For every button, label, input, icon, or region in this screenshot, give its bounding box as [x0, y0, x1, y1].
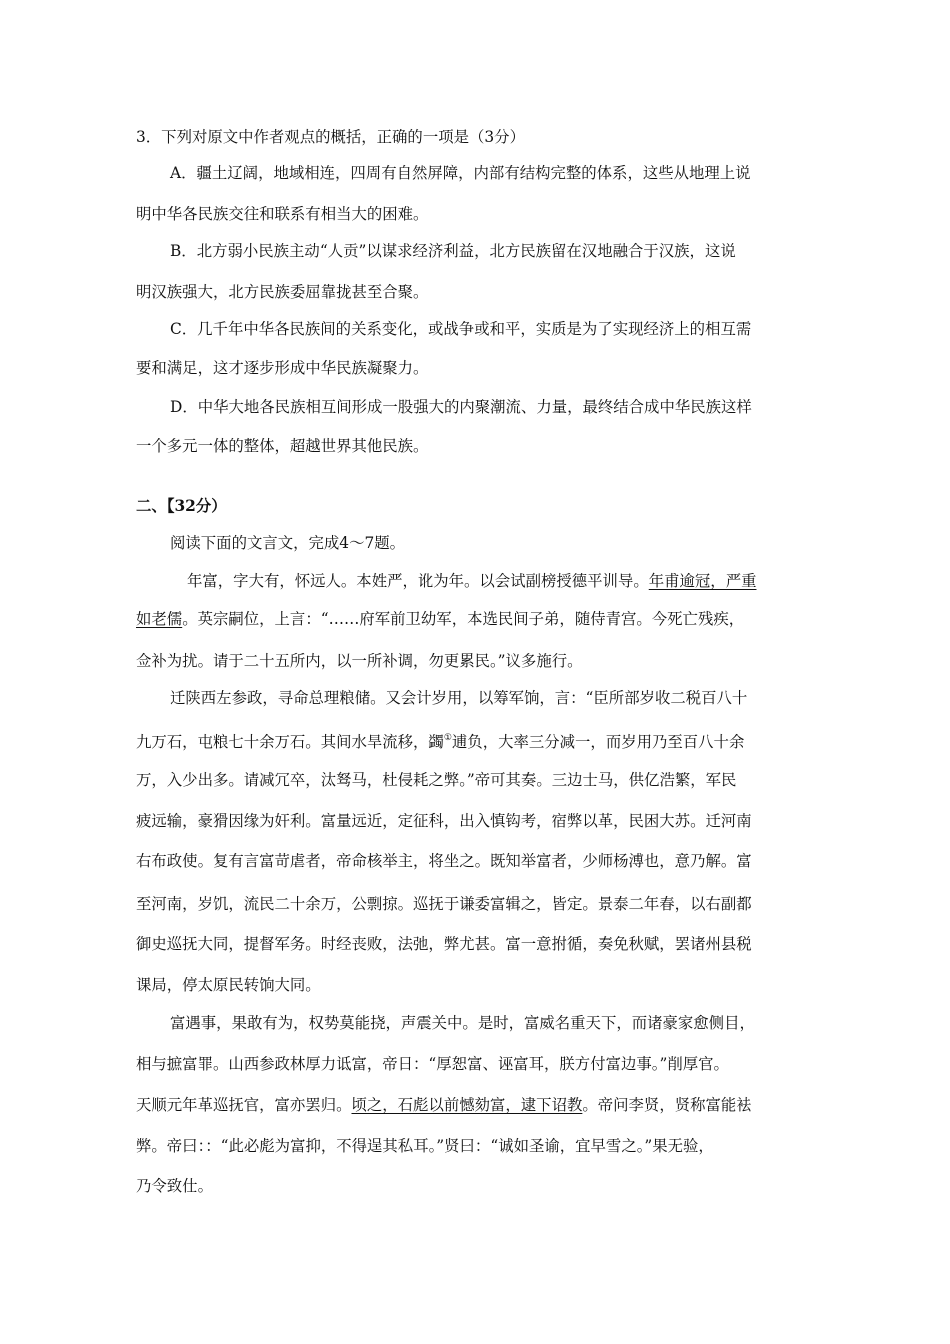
underlined-sentence: 如老儒 [136, 610, 183, 628]
passage-p3-line-3 [136, 1095, 752, 1115]
passage-p3-line-4: 弊。帝曰：：“此必彪为富抑，不得逞其私耳。”贤曰：“诚如圣谕，宜早雪之。”果无验， [136, 1137, 714, 1155]
passage-p2-line-2 [136, 728, 744, 752]
underlined-sentence: 顷之，石彪以前憾劾富，逮下诏教 [351, 1096, 583, 1114]
passage-p2-line-8: 课局，停太原民转饷大同。 [136, 976, 321, 994]
passage-p1-line-1 [187, 571, 756, 591]
passage-p2-line-4: 疲远输，豪猾因缘为奸利。富量远近，定征科，出入慎钩考，宿弊以革，民困大苏。迁河南 [136, 812, 752, 830]
passage-p2-line-5: 右布政使。复有言富苛虐者，帝命核举主，将坐之。既知举富者，少师杨溥也，意乃解。富 [136, 852, 752, 870]
passage-text: 。英宗嗣位，上言：“……府军前卫幼军，本选民间子弟，随侍青宫。今死亡残疾， [182, 610, 745, 628]
passage-p2-line-3: 万，入少出多。请减冗卒，汰驽马，杜侵耗之弊。”帝可其奏。三边士马，供亿浩繁，军民 [136, 771, 737, 789]
option-c-line-2: 要和满足，这才逐步形成中华民族凝聚力。 [136, 359, 429, 377]
passage-p3-line-1: 富遇事，果敢有为，权势莫能挠，声震关中。是时，富威名重天下，而诸豪家愈侧目， [170, 1014, 755, 1032]
option-a-line-1: A．疆土辽阔，地域相连，四周有自然屏障，内部有结构完整的体系，这些从地理上说 [170, 164, 751, 182]
question-3-stem: 3．下列对原文中作者观点的概括，正确的一项是（3分） [136, 128, 525, 146]
option-d-line-2: 一个多元一体的整体，超越世界其他民族。 [136, 437, 429, 455]
passage-p3-line-2: 相与摭富罪。山西参政林厚力诋富，帝日：“厚恕富、诬富耳，朕方付富边事。”削厚官。 [136, 1055, 729, 1073]
passage-p3-line-5: 乃令致仕。 [136, 1177, 213, 1195]
passage-p2-line-1: 迁陕西左参政，寻命总理粮储。又会计岁用，以筹军饷，言：“臣所部岁收二税百八十 [170, 689, 748, 707]
passage-p2-line-6: 至河南，岁饥，流民二十余万，公剽掠。巡抚于谦委富辑之，皆定。景泰二年春，以右副都 [136, 895, 752, 913]
section-2-heading: 二、【32分） [136, 497, 227, 515]
passage-p2-line-7: 御史巡抚大同，提督军务。时经丧败，法弛，弊尤甚。富一意拊循，奏免秋赋，罢诸州县税 [136, 935, 752, 953]
passage-text: 逋负，大率三分减一，而岁用乃至百八十余 [451, 733, 745, 751]
passage-p1-line-2 [136, 609, 744, 629]
passage-text: 年富，字大有，怀远人。本姓严，讹为年。以会试副榜授德平训导。 [187, 572, 649, 590]
option-b-line-2: 明汉族强大，北方民族委屈靠拢甚至合聚。 [136, 283, 429, 301]
passage-text: 。帝问李贤，贤称富能袪 [582, 1096, 752, 1114]
passage-p1-line-3: 佥补为扰。请于二十五所内，以一所补调，勿更累民。”议多施行。 [136, 652, 583, 670]
option-c-line-1: C．几千年中华各民族间的关系变化，或战争或和平，实质是为了实现经济上的相互需 [170, 320, 752, 338]
passage-text: 天顺元年革巡抚官，富亦罢归。 [136, 1096, 352, 1114]
reading-instruction: 阅读下面的文言文，完成4～7题。 [170, 534, 406, 552]
passage-text: 九万石，屯粮七十余万石。其间水旱流移，蠲 [136, 733, 444, 751]
option-b-line-1: B．北方弱小民族主动“人贡”以谋求经济利益，北方民族留在汉地融合于汉族，这说 [170, 242, 736, 260]
underlined-sentence: 年甫逾冠，严重 [648, 572, 757, 590]
footnote-marker: ① [443, 733, 452, 743]
option-d-line-1: D．中华大地各民族相互间形成一股强大的内聚潮流、力量，最终结合成中华民族这样 [170, 398, 752, 416]
option-a-line-2: 明中华各民族交往和联系有相当大的困难。 [136, 205, 429, 223]
